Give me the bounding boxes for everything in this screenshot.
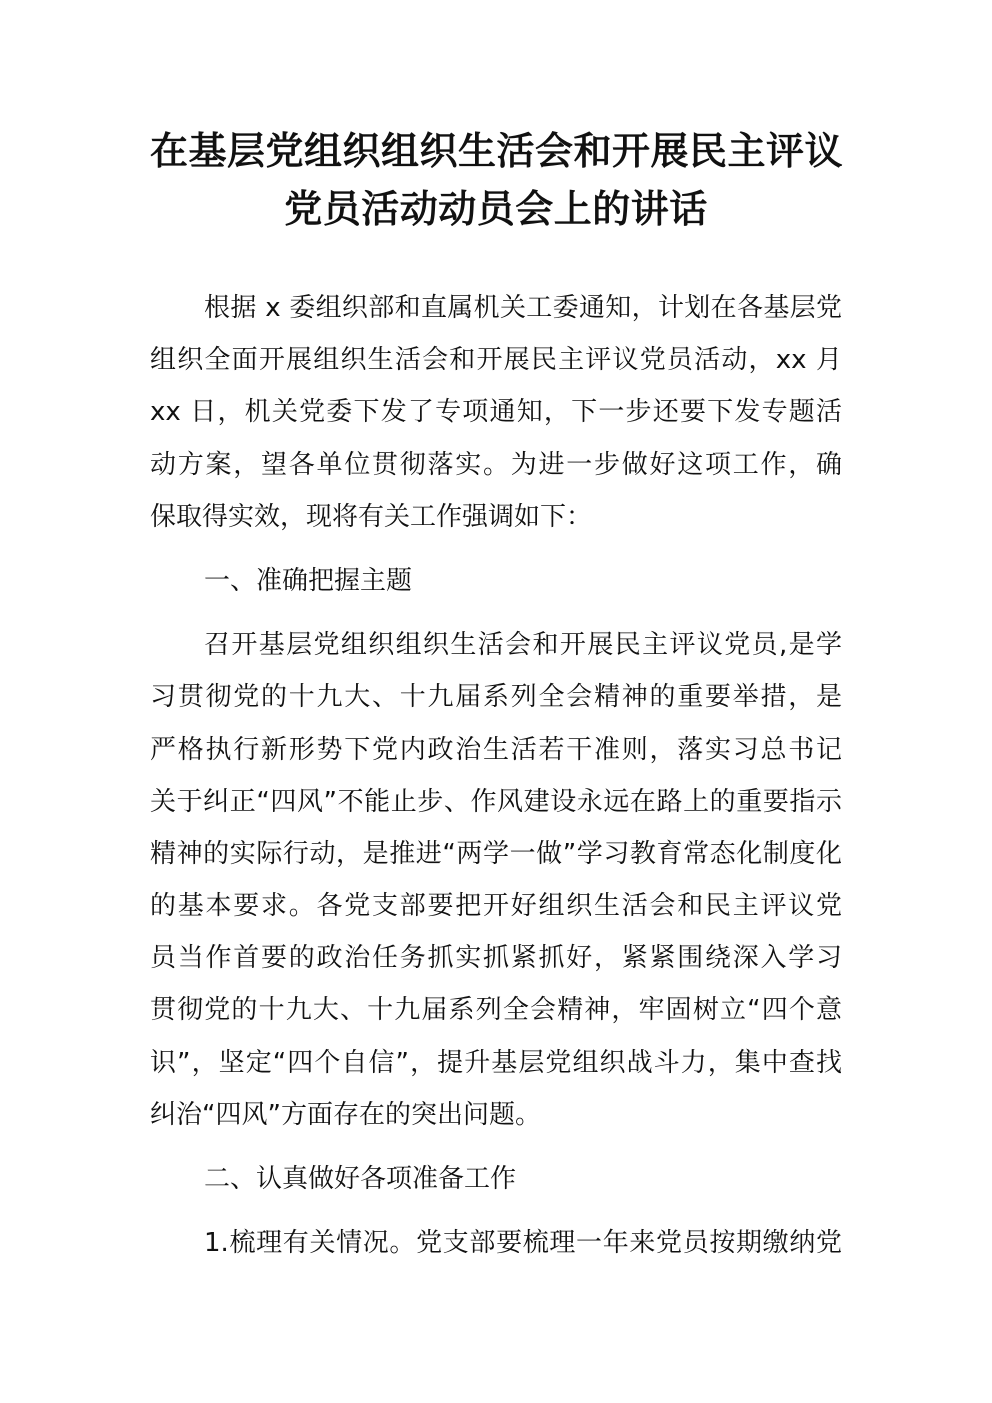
title-line-1: 在基层党组织组织生活会和开展民主评议 xyxy=(150,128,844,173)
document-title xyxy=(150,122,842,238)
paragraph-line: 贯彻党的十九大、十九届系列全会精神，牢固树立“四个意 xyxy=(150,995,842,1026)
paragraph-line: 识”，坚定“四个自信”，提升基层党组织战斗力，集中查找 xyxy=(150,1047,842,1078)
paragraph-line: 组织全面开展组织生活会和开展民主评议党员活动，xx 月 xyxy=(150,345,842,376)
section-heading-1: 一、准确把握主题 xyxy=(204,565,413,596)
paragraph-line: 关于纠正“四风”不能止步、作风建设永远在路上的重要指示 xyxy=(150,786,842,817)
paragraph-line: 精神的实际行动，是推进“两学一做”学习教育常态化制度化 xyxy=(150,838,842,869)
paragraph-theme xyxy=(150,619,842,1141)
paragraph-line: 1.梳理有关情况。党支部要梳理一年来党员按期缴纳党 xyxy=(204,1228,842,1259)
paragraph-line: 的基本要求。各党支部要把开好组织生活会和民主评议党 xyxy=(150,891,842,922)
paragraph-line: 动方案，望各单位贯彻落实。为进一步做好这项工作，确 xyxy=(150,449,842,480)
paragraph-line: 严格执行新形势下党内政治生活若干准则，落实习总书记 xyxy=(150,734,842,765)
paragraph-line: 召开基层党组织组织生活会和开展民主评议党员,是学 xyxy=(204,630,842,661)
paragraph-preparation xyxy=(150,1217,842,1269)
paragraph-line: 员当作首要的政治任务抓实抓紧抓好，紧紧围绕深入学习 xyxy=(150,943,842,974)
document-body xyxy=(150,282,842,1269)
title-line-2: 党员活动动员会上的讲话 xyxy=(284,186,708,231)
paragraph-line: xx 日，机关党委下发了专项通知，下一步还要下发专题活 xyxy=(150,397,842,428)
paragraph-line: 保取得实效，现将有关工作强调如下： xyxy=(150,501,593,532)
paragraph-line: 根据 x 委组织部和直属机关工委通知，计划在各基层党 xyxy=(204,293,842,323)
paragraph-line: 纠治“四风”方面存在的突出问题。 xyxy=(150,1099,541,1130)
section-heading-2: 二、认真做好各项准备工作 xyxy=(204,1164,517,1194)
paragraph-line: 习贯彻党的十九大、十九届系列全会精神的重要举措，是 xyxy=(150,682,842,713)
paragraph-intro xyxy=(150,282,842,543)
